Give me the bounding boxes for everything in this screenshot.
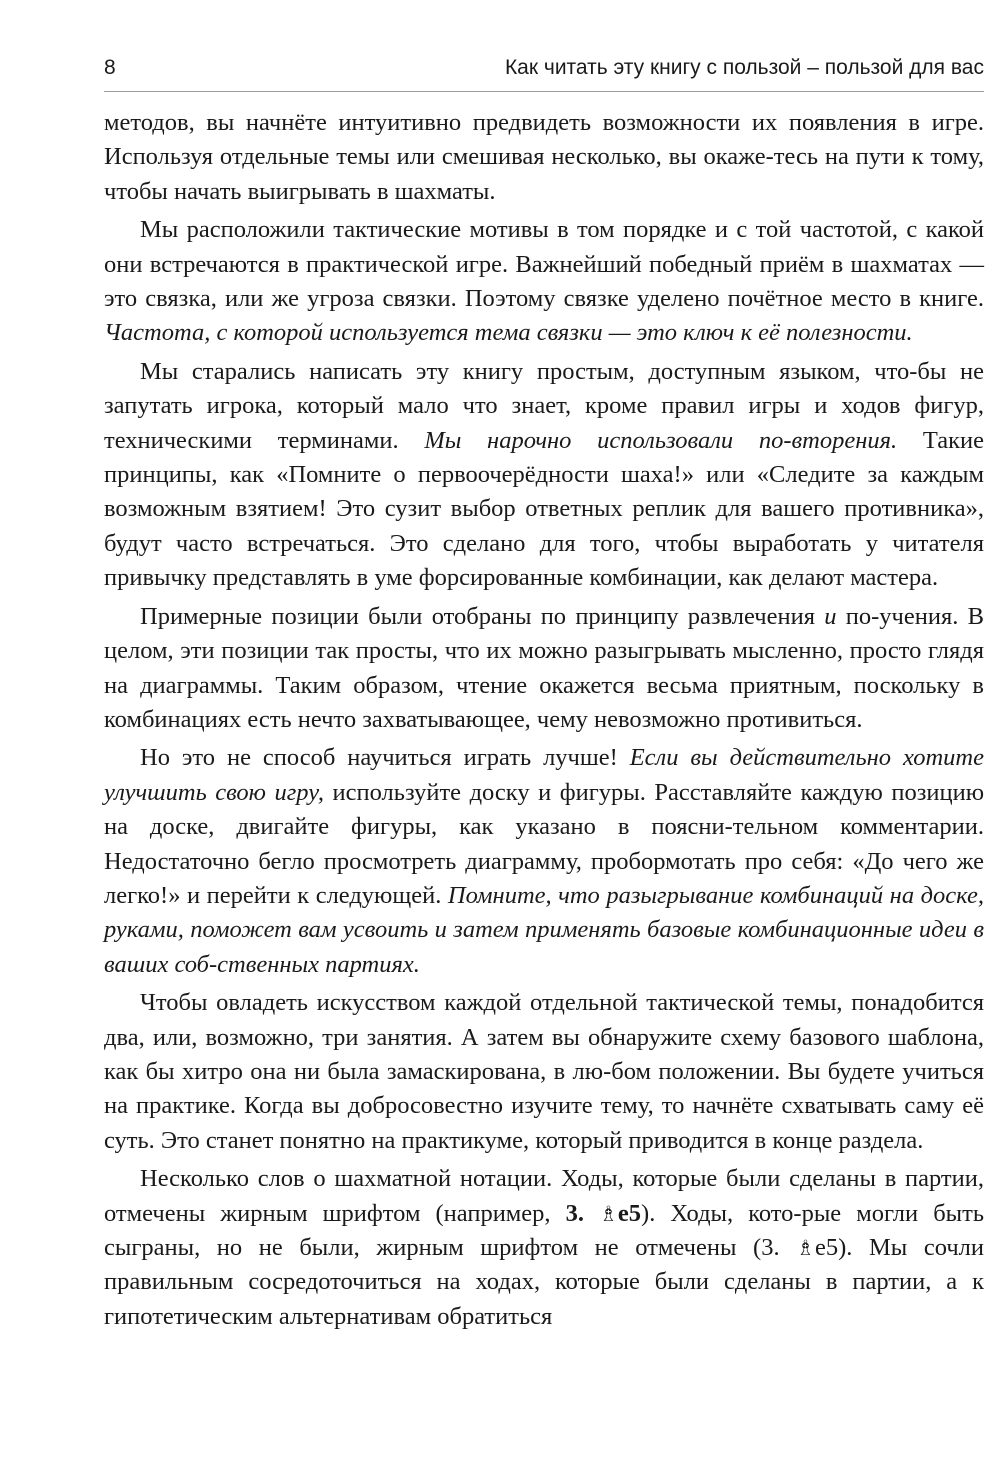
- paragraph-4: [104, 600, 984, 738]
- paragraph-4-text-a: Примерные позиции были отобраны по принципу развлечения: [140, 602, 825, 630]
- bishop-icon: ♗: [796, 1236, 815, 1260]
- paragraph-7-text-b: ). Ходы, кото-рые могли быть сыграны, но не были, жирным шрифтом не отмечены (: [104, 1199, 985, 1261]
- header-rule: [104, 91, 984, 92]
- paragraph-1: [104, 106, 984, 209]
- page-number: 8: [104, 56, 116, 79]
- running-title: Как читать эту книгу с пользой – пользой для вас: [504, 56, 984, 79]
- paragraph-3-text-a: Мы старались написать эту книгу простым, доступным языком, что-бы не запутать игрока, который мало что знает, кроме правил игры и ходов фигур, техническими терминами.: [104, 357, 984, 454]
- paragraph-7-text-c: ). Мы сочли правильным сосредоточиться на ходах, которые были сделаны в партии, а к гипотетическим альтернативам обратиться: [104, 1234, 984, 1330]
- paragraph-2: [104, 213, 984, 351]
- paragraph-6: [104, 986, 984, 1158]
- paragraph-3-text-b: Такие принципы, как «Помните о первоочерёдности шаха!» или «Следите за каждым возможным взятием! Это сузит выбор ответных реплик для вашего противника», будут часто встречаться. Это сделано для того, чтобы выработать у читателя привычку представлять в уме форсированные комбинации, как делают мастера.: [104, 426, 984, 592]
- paragraph-4-italic: и: [824, 602, 837, 630]
- bold-move-square: e5: [617, 1199, 642, 1227]
- paragraph-5-text-b: используйте доску и фигуры. Расставляйте каждую позицию на доске, двигайте фигуры, как указано в поясни-тельном комментарии. Недостаточно бегло просмотреть диаграмму, пробормотать про себя: «До чего же легко!» и перейти к следующей.: [104, 778, 985, 909]
- paragraph-3: [104, 355, 984, 596]
- paragraph-5: [104, 741, 984, 982]
- paragraph-4-text-b: по-учения. В целом, эти позиции так просты, что их можно разыгрывать мысленно, просто глядя на диаграммы. Таким образом, чтение окажется весьма приятным, поскольку в комбинациях есть нечто захватывающее, чему невозможно противиться.: [104, 602, 984, 733]
- body-text: [104, 106, 984, 1338]
- bold-move-number: 3.: [565, 1199, 600, 1227]
- plain-move-number: 3.: [761, 1234, 797, 1261]
- paragraph-5-italic-b: Помните, что разыгрывание комбинаций на доске, руками, поможет вам усвоить и затем применять базовые комбинационные идеи в ваших соб-ственных партиях.: [104, 881, 985, 978]
- bishop-icon: ♗: [599, 1201, 618, 1226]
- paragraph-3-italic: Мы нарочно использовали по-вторения.: [424, 426, 898, 454]
- paragraph-2-text: Мы расположили тактические мотивы в том порядке и с той частотой, с какой они встречаются в практической игре. Важнейший победный приём в шахматах — это связка, или же угроза связки. Поэтому связке уделено почётное место в книге.: [104, 216, 984, 313]
- paragraph-2-italic: Частота, с которой используется тема связки — это ключ к её полезности.: [104, 319, 913, 347]
- page-header: [104, 56, 984, 96]
- paragraph-1-text: методов, вы начнёте интуитивно предвидеть возможности их появления в игре. Используя отдельные темы или смешивая несколько, вы окаже-тесь на пути к тому, чтобы начать выигрывать в шахматы.: [104, 109, 984, 205]
- paragraph-5-text-a: Но это не способ научиться играть лучше!: [140, 744, 630, 772]
- paragraph-7-text-a: Несколько слов о шахматной нотации. Ходы, которые были сделаны в партии, отмечены жирным шрифтом (например,: [104, 1165, 984, 1227]
- plain-move-square: e5: [815, 1234, 839, 1261]
- bold-move-example: [566, 1200, 641, 1227]
- paragraph-5-italic-a: Если вы действительно хотите улучшить свою игру,: [104, 744, 984, 806]
- paragraph-6-text: Чтобы овладеть искусством каждой отдельной тактической темы, понадобится два, или, возможно, три занятия. А затем вы обнаружите схему базового шаблона, как бы хитро она ни была замаскирована, в лю-бом положении. Вы будете учиться на практике. Когда вы добросовестно изучите тему, то начнёте схватывать саму её суть. Это станет понятно на практикуме, который приводится в конце раздела.: [104, 989, 984, 1154]
- paragraph-7: [104, 1162, 984, 1334]
